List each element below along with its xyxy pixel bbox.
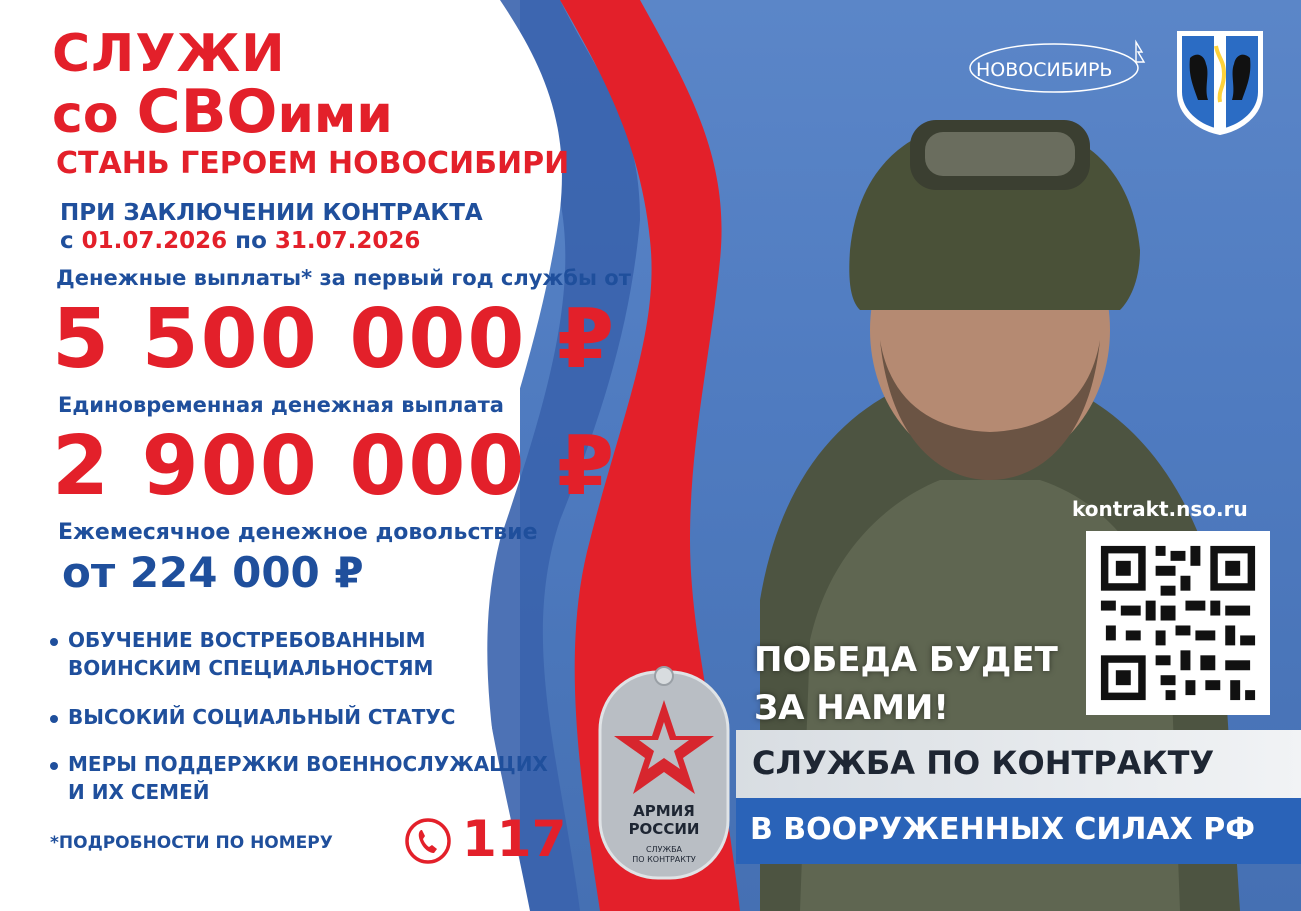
first-year-label: Денежные выплаты* за первый год службы от	[56, 266, 631, 290]
headline-line2	[52, 77, 393, 147]
one-time-label: Единовременная денежная выплата	[58, 393, 504, 417]
army-dog-tag	[596, 656, 732, 882]
benefit-text-cont: ВОИНСКИМ СПЕЦИАЛЬНОСТЯМ	[68, 656, 434, 680]
first-year-value: 5 500 000 ₽	[52, 292, 617, 387]
benefit-text-cont: И ИХ СЕМЕЙ	[68, 780, 210, 804]
novosibir-logo	[966, 34, 1152, 98]
tag-line4: ПО КОНТРАКТУ	[632, 855, 696, 864]
qr-code-icon[interactable]	[1086, 531, 1270, 715]
tag-line2: РОССИИ	[628, 820, 700, 838]
logo-text: НОВОСИБИРЬ	[976, 59, 1113, 81]
slogan-line2: ЗА НАМИ!	[754, 688, 949, 728]
monthly-label: Ежемесячное денежное довольствие	[58, 520, 538, 545]
headline-svo: СВО	[136, 77, 278, 147]
date-to: 31.07.2026	[274, 228, 421, 254]
contract-line1: ПРИ ЗАКЛЮЧЕНИИ КОНТРАКТА	[60, 200, 483, 226]
armed-forces-banner	[736, 798, 1301, 864]
benefit-item	[50, 626, 433, 682]
tag-line1: АРМИЯ	[633, 802, 695, 820]
benefit-text: ОБУЧЕНИЕ ВОСТРЕБОВАННЫМ	[68, 628, 426, 652]
one-time-value: 2 900 000 ₽	[52, 419, 617, 514]
benefit-item	[50, 750, 548, 806]
slogan-line1: ПОБЕДА БУДЕТ	[754, 640, 1058, 680]
bullet-dot	[50, 715, 58, 723]
contract-from-prefix: с	[60, 228, 82, 254]
benefit-item	[50, 703, 455, 731]
banner-line2: В ВООРУЖЕННЫХ СИЛАХ РФ	[750, 812, 1255, 847]
tag-line3: СЛУЖБА	[645, 845, 683, 854]
date-from: 01.07.2026	[81, 228, 228, 254]
victory-slogan	[754, 636, 1058, 732]
benefit-text: МЕРЫ ПОДДЕРЖКИ ВОЕННОСЛУЖАЩИХ	[68, 752, 548, 776]
coat-of-arms-icon	[1174, 28, 1266, 136]
headline-prefix: со	[52, 85, 137, 145]
monthly-value: от 224 000 ₽	[62, 548, 364, 597]
headline-line1: СЛУЖИ	[52, 24, 286, 84]
phone-number[interactable]: 117	[462, 810, 567, 868]
phone-icon	[404, 817, 452, 865]
contract-mid: по	[227, 228, 275, 254]
bullet-dot	[50, 638, 58, 646]
headline-subtitle: СТАНЬ ГЕРОЕМ НОВОСИБИРИ	[56, 146, 570, 181]
headline-suffix: ими	[277, 85, 393, 145]
bullet-dot	[50, 762, 58, 770]
contract-service-banner	[736, 730, 1301, 798]
banner-line1: СЛУЖБА ПО КОНТРАКТУ	[752, 744, 1215, 782]
benefit-text: ВЫСОКИЙ СОЦИАЛЬНЫЙ СТАТУС	[68, 705, 456, 729]
contract-dates	[60, 228, 420, 254]
footnote: *ПОДРОБНОСТИ ПО НОМЕРУ	[50, 833, 333, 853]
contract-url[interactable]: kontrakt.nso.ru	[1072, 497, 1248, 521]
